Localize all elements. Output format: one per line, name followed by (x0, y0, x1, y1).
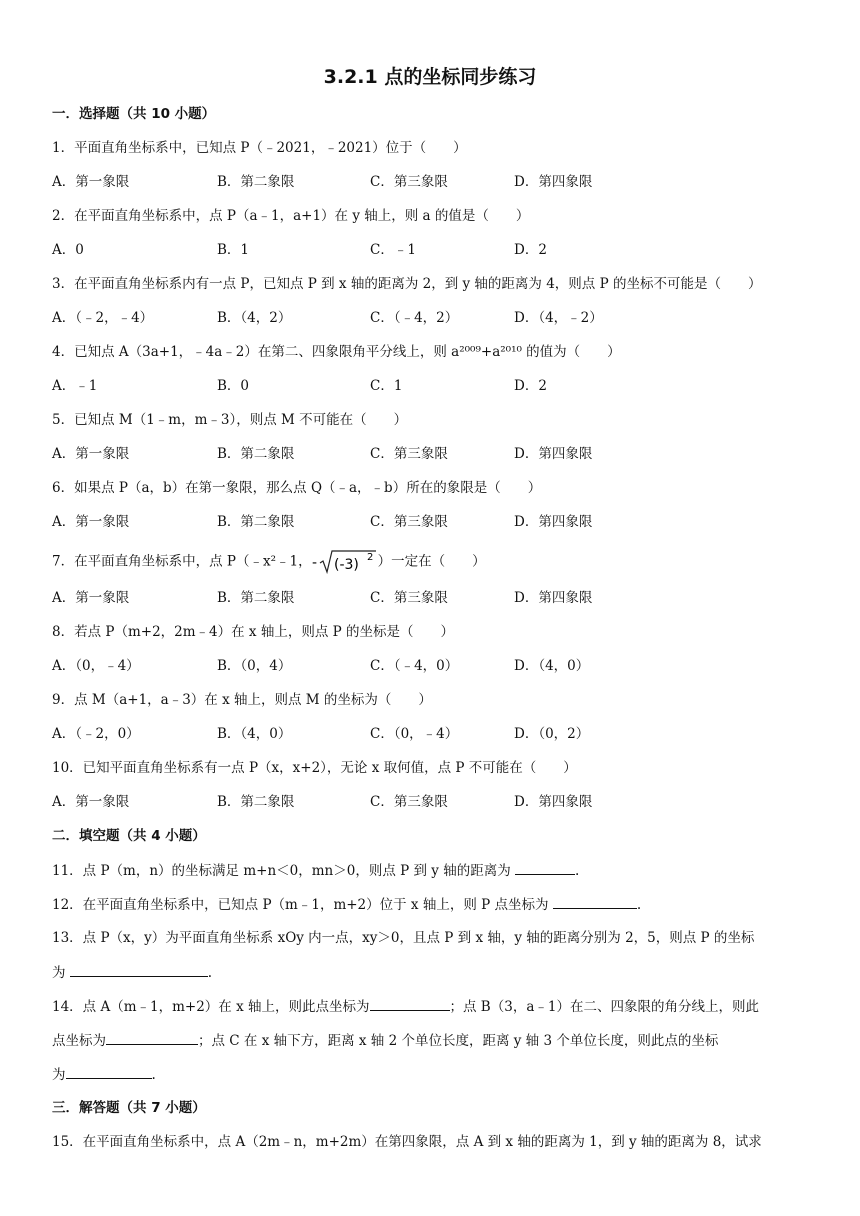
option-b: B．0 (217, 378, 250, 394)
question-13-line-2 (52, 962, 812, 983)
option-a: A．第一象限 (52, 514, 130, 530)
question-12-end: . (636, 897, 642, 913)
option-c: C．第三象限 (370, 446, 448, 462)
question-14-line-3 (52, 1064, 812, 1085)
sqrt-expression (312, 548, 378, 576)
option-c: C．第三象限 (370, 794, 448, 810)
option-d: D．（4，0） (514, 658, 590, 674)
question-14-line-1 (52, 996, 812, 1017)
option-b: B．第二象限 (217, 590, 295, 606)
option-a: A．第一象限 (52, 446, 130, 462)
option-a: A．第一象限 (52, 590, 130, 606)
answer-blank[interactable] (515, 860, 575, 875)
question-11 (52, 860, 812, 881)
option-c: C．第三象限 (370, 590, 448, 606)
question-7-stem-start: 7．在平面直角坐标系中，点 P（﹣x²﹣1， (52, 553, 312, 570)
option-a: A．（﹣2，0） (52, 726, 140, 742)
option-c: C．（﹣4，2） (370, 310, 459, 326)
option-c: C．﹣1 (370, 242, 416, 258)
option-a: A．（0，﹣4） (52, 658, 140, 674)
question-11-end: . (575, 863, 580, 879)
question-14-text-d: ；点 C 在 x 轴下方，距离 x 轴 2 个单位长度，距离 y 轴 3 个单位长度，则此点的坐标 (198, 1033, 719, 1049)
option-b: B．第二象限 (217, 174, 295, 190)
answer-blank[interactable] (70, 962, 208, 977)
answer-blank[interactable] (66, 1064, 152, 1079)
option-d: D．（0，2） (514, 726, 590, 742)
question-13-end: . (207, 965, 213, 981)
option-c: C．（0，﹣4） (370, 726, 459, 742)
section-heading-choice: 一．选择题（共 10 小题） (52, 106, 216, 122)
question-13-text: 为 (52, 965, 70, 981)
option-c: C．（﹣4，0） (370, 658, 459, 674)
question-10-stem: 10．已知平面直角坐标系有一点 P（x，x+2），无论 x 取何值，点 P 不可能在（ ） (52, 760, 577, 776)
question-3-stem: 3．在平面直角坐标系内有一点 P，已知点 P 到 x 轴的距离为 2，到 y 轴的距离为 4，则点 P 的坐标不可能是（ ） (52, 276, 762, 292)
question-14-text-e: 为 (52, 1067, 66, 1083)
question-12 (52, 894, 812, 915)
question-5-stem: 5．已知点 M（1﹣m，m﹣3），则点 M 不可能在（ ） (52, 412, 408, 428)
question-2-stem: 2．在平面直角坐标系中，点 P（a﹣1，a+1）在 y 轴上，则 a 的值是（ ） (52, 208, 530, 224)
option-d: D．第四象限 (514, 590, 593, 606)
question-9-stem: 9．点 M（a+1，a﹣3）在 x 轴上，则点 M 的坐标为（ ） (52, 692, 432, 708)
svg-text:-: - (311, 555, 317, 571)
svg-text:2: 2 (366, 552, 373, 563)
section-heading-fill: 二．填空题（共 4 小题） (52, 828, 206, 844)
option-c: C．第三象限 (370, 174, 448, 190)
option-b: B．第二象限 (217, 514, 295, 530)
page-title: 3.2.1 点的坐标同步练习 (323, 66, 537, 88)
question-7-stem-end: ）一定在（ ） (377, 553, 486, 570)
question-14-line-2 (52, 1030, 812, 1051)
option-b: B．（4，2） (217, 310, 292, 326)
answer-blank[interactable] (370, 996, 450, 1011)
option-b: B．（0，4） (217, 658, 292, 674)
option-a: A．﹣1 (52, 378, 98, 394)
question-15-stem: 15．在平面直角坐标系中，点 A（2m﹣n，m+2m）在第四象限，点 A 到 x 轴的距离为 1，到 y 轴的距离为 8，试求 (52, 1134, 762, 1150)
option-d: D．第四象限 (514, 446, 593, 462)
option-a: A．第一象限 (52, 794, 130, 810)
section-heading-solve: 三．解答题（共 7 小题） (52, 1100, 206, 1116)
question-7-stem (52, 548, 812, 576)
question-14-end: . (151, 1067, 156, 1083)
question-14-text-a: 14．点 A（m﹣1，m+2）在 x 轴上，则此点坐标为 (52, 999, 370, 1015)
question-13-line-1: 13．点 P（x，y）为平面直角坐标系 xOy 内一点，xy＞0，且点 P 到 x 轴，y 轴的距离分别为 2，5，则点 P 的坐标 (52, 930, 755, 946)
answer-blank[interactable] (553, 894, 637, 909)
option-b: B．第二象限 (217, 446, 295, 462)
option-d: D．2 (514, 378, 547, 394)
option-c: C．1 (370, 378, 403, 394)
question-11-text: 11．点 P（m，n）的坐标满足 m+n＜0，mn＞0，则点 P 到 y 轴的距离为 (52, 863, 515, 879)
option-d: D．（4，﹣2） (514, 310, 603, 326)
question-14-text-b: ；点 B（3，a﹣1）在二、四象限的角分线上，则此 (449, 999, 759, 1015)
option-c: C．第三象限 (370, 514, 448, 530)
option-a: A．第一象限 (52, 174, 130, 190)
question-1-stem: 1．平面直角坐标系中，已知点 P（﹣2021，﹣2021）位于（ ） (52, 140, 467, 156)
option-a: A．（﹣2，﹣4） (52, 310, 154, 326)
question-8-stem: 8．若点 P（m+2，2m﹣4）在 x 轴上，则点 P 的坐标是（ ） (52, 624, 455, 640)
option-d: D．第四象限 (514, 514, 593, 530)
question-12-text: 12．在平面直角坐标系中，已知点 P（m﹣1，m+2）位于 x 轴上，则 P 点坐标为 (52, 897, 553, 913)
svg-text:(-3): (-3) (333, 557, 359, 573)
answer-blank[interactable] (106, 1030, 198, 1045)
option-d: D．2 (514, 242, 547, 258)
option-b: B．（4，0） (217, 726, 292, 742)
question-4-stem: 4．已知点 A（3a+1，﹣4a﹣2）在第二、四象限角平分线上，则 a²⁰⁰⁹+a²⁰¹⁰ 的值为（ ） (52, 344, 621, 360)
option-b: B．1 (217, 242, 250, 258)
option-d: D．第四象限 (514, 174, 593, 190)
option-a: A．0 (52, 242, 84, 258)
option-d: D．第四象限 (514, 794, 593, 810)
option-b: B．第二象限 (217, 794, 295, 810)
question-6-stem: 6．如果点 P（a，b）在第一象限，那么点 Q（﹣a，﹣b）所在的象限是（ ） (52, 480, 542, 496)
question-14-text-c: 点坐标为 (52, 1033, 106, 1049)
